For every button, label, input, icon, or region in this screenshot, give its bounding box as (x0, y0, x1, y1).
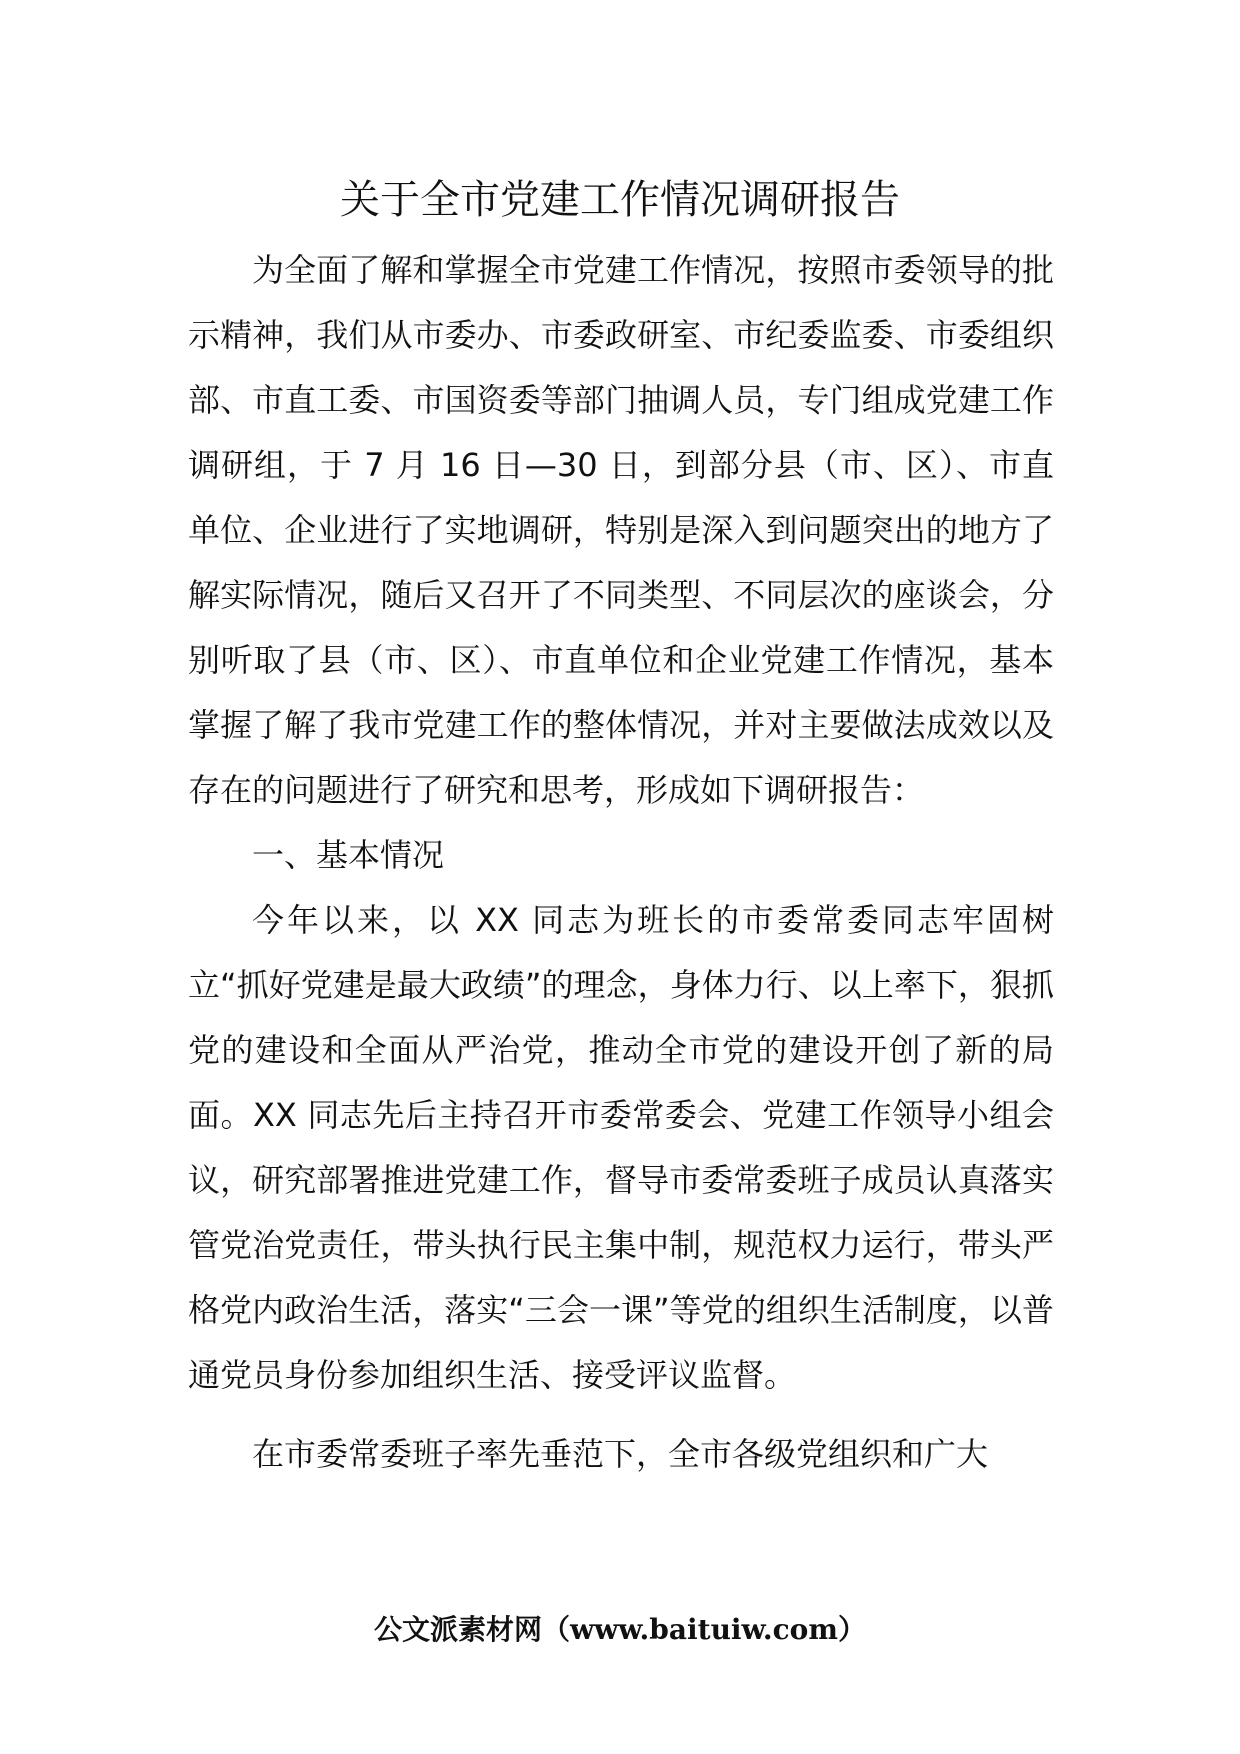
footer-watermark: 公文派素材网（www.baituiw.com） (374, 1613, 866, 1646)
paragraph-basic-situation: 今年以来，以 XX 同志为班长的市委常委同志牢固树立“抓好党建是最大政绩”的理念，身体力行、以上率下，狠抓党的建设和全面从严治党，推动全市党的建设开创了新的局面。XX 同志先后主持召开市委常委会、党建工作领导小组会议，研究部署推进党建工作，督导市委常委班子成员认真落实管党治党责任，带头执行民主集中制，规范权力运行，带头严格党内政治生活，落实“三会一课”等党的组织生活制度，以普通党员身份参加组织生活、接受评议监督。 (188, 901, 1054, 1394)
paragraph-continuation: 在市委常委班子率先垂范下，全市各级党组织和广大 (252, 1435, 989, 1473)
document-title: 关于全市党建工作情况调研报告 (340, 177, 900, 223)
section-heading-basic-situation: 一、基本情况 (252, 836, 445, 874)
paragraph-intro: 为全面了解和掌握全市党建工作情况，按照市委领导的批示精神，我们从市委办、市委政研室、市纪委监委、市委组织部、市直工委、市国资委等部门抽调人员，专门组成党建工作调研组，于 7 月 16 日—30 日，到部分县（市、区）、市直单位、企业进行了实地调研，特别是深入到问题突出的地方了解实际情况，随后又召开了不同类型、不同层次的座谈会，分别听取了县（市、区）、市直单位和企业党建工作情况，基本掌握了解了我市党建工作的整体情况，并对主要做法成效以及存在的问题进行了研究和思考，形成如下调研报告： (188, 251, 1054, 809)
document-body (188, 238, 1054, 1487)
